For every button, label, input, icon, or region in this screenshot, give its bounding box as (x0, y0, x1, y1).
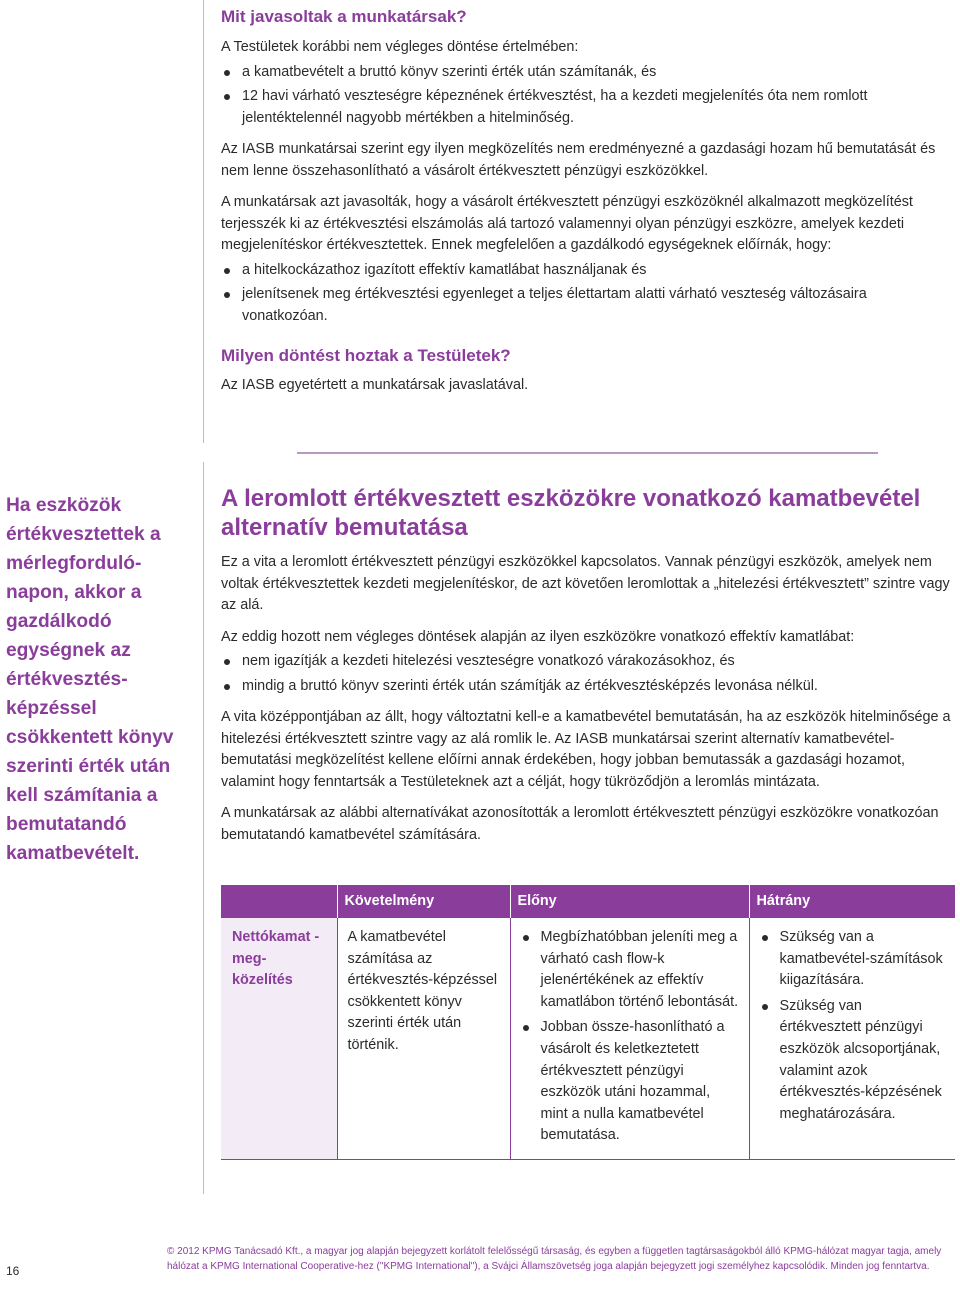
list-item: Szükség van a kamatbevétel-számítások kiigazítására. (760, 927, 946, 992)
paragraph: A munkatársak azt javasolták, hogy a vásárolt értékvesztett pénzügyi eszközöknél alkalmazott megközelítést terjesszék ki az értékvesztési elszámolás alá tartozó valamennyi olyan pénzügyi eszközre, amelyek kezdeti megjelenítéskor értékvesztettek. Ennek megfelelően a gazdálkodó egységeknek előírnák, hogy: (221, 194, 913, 253)
table-row (221, 918, 955, 1159)
alternatives-table (221, 885, 955, 1160)
sidebar-pull-quote: Ha eszközök értékvesztettek a mérlegforduló-napon, akkor a gazdálkodó egységnek az értékvesztés-képzéssel csökkentett könyv szerinti érték után kell számítania a bemutatandó kamatbevételt. (6, 495, 174, 864)
section-staff-proposal (221, 6, 956, 397)
proposal-bullets-2 (221, 260, 956, 328)
disadvantage-cell (749, 918, 955, 1159)
section-heading-proposal: Mit javasoltak a munkatársak? (221, 7, 467, 26)
requirement-cell: A kamatbevétel számítása az értékvesztés-képzéssel csökkentett könyv szerinti érték után történik. (337, 918, 510, 1159)
decision-text: Az IASB egyetértett a munkatársak javaslatával. (221, 377, 529, 393)
paragraph: Az eddig hozott nem végleges döntések alapján az ilyen eszközökre vonatkozó effektív kamatlábat: (221, 628, 855, 645)
page-number: 16 (6, 1264, 20, 1278)
row-label: Nettókamat -meg-közelítés (221, 918, 337, 1159)
table-header-disadvantage: Hátrány (749, 885, 955, 918)
list-item: a hitelkockázathoz igazított effektív kamatlábat használjanak és (221, 260, 956, 282)
list-item: mindig a bruttó könyv szerinti érték után számítják az értékvesztésképzés levonása nélkül. (221, 676, 956, 698)
list-item: nem igazítják a kezdeti hitelezési veszteségre vonatkozó várakozásokhoz, és (221, 651, 956, 673)
list-item: a kamatbevételt a bruttó könyv szerinti érték után számítanák, és (221, 62, 956, 84)
table-header-requirement: Követelmény (337, 885, 510, 918)
list-item: Megbízhatóbban jeleníti meg a várható cash flow-k jelenértékének az effektív kamatlábon történő lebontását. (521, 927, 739, 1013)
advantage-cell (510, 918, 749, 1159)
paragraph: Az IASB munkatársai szerint egy ilyen megközelítés nem eredményezné a gazdasági hozam hű bemutatását és nem lenne összehasonlítható a vásárolt értékvesztett pénzügyi eszközökkel. (221, 141, 936, 179)
proposal-bullets (221, 62, 956, 130)
list-item: Szükség van értékvesztett pénzügyi eszközök alcsoportjának, valamint azok értékvesztés-képzésének meghatározására. (760, 996, 946, 1126)
vertical-rule-top (203, 0, 204, 443)
section-alternative-presentation (221, 552, 956, 846)
section-heading-decision: Milyen döntést hoztak a Testületek? (221, 346, 511, 365)
paragraph: A vita középpontjában az állt, hogy változtatni kell-e a kamatbevétel bemutatásán, ha az eszközök hitelminősége a hitelezési értékvesztett szintre vagy az alá romlik le. Az IASB munkatársai szerint alternatív kamatbevétel-bemutatási megközelítést kellene előírni annak érdekében, hogy jobban bemutassák a gazdasági hozamot, valamint hogy fenntartsák a Testületeknek azt a célját, hogy tükröződjön a leromlás mintázata. (221, 709, 951, 790)
proposal-intro: A Testületek korábbi nem végleges döntése értelmében: (221, 39, 579, 55)
section-divider (297, 452, 878, 454)
section-title: A leromlott értékvesztett eszközökre vonatkozó kamatbevétel alternatív bemutatása (221, 485, 921, 541)
copyright-footer: © 2012 KPMG Tanácsadó Kft., a magyar jog alapján bejegyzett korlátolt felelősségű társaság, és egyben a független tagtársaságokból álló KPMG-hálózat magyar tagja, amely hálózat a KPMG International Cooperative-hez ("KPMG International"), a Svájci Államszövetség joga alapján bejegyzett jogi személyhez kapcsolódik. Minden jog fenntartva. (167, 1246, 942, 1272)
list-item: jelenítsenek meg értékvesztési egyenleget a teljes élettartam alatti várható veszteség változásaira vonatkozóan. (221, 284, 956, 327)
vertical-rule-bottom (203, 462, 204, 1194)
table-header-row (221, 885, 955, 918)
eir-bullets (221, 651, 956, 697)
paragraph: A munkatársak az alábbi alternatívákat azonosították a leromlott értékvesztett pénzügyi eszközökre vonatkozóan bemutatandó kamatbevétel számítására. (221, 805, 939, 843)
list-item: 12 havi várható veszteségre képeznének értékvesztést, ha a kezdeti megjelenítés óta nem romlott jelentéktelennél nagyobb mértékben a hitelminőség. (221, 86, 956, 129)
table-header-empty (221, 885, 337, 918)
table-header-advantage: Előny (510, 885, 749, 918)
paragraph: Ez a vita a leromlott értékvesztett pénzügyi eszközökkel kapcsolatos. Vannak pénzügyi eszközök, amelyek nem voltak értékvesztettek kezdeti megjelenítéskor, de azt követően leromlottak a „hitelezési értékvesztett” szintre vagy az alá. (221, 554, 950, 613)
list-item: Jobban össze-hasonlítható a vásárolt és keletkeztetett értékvesztett pénzügyi eszközök utáni hozammal, mint a nulla kamatbevétel bemutatása. (521, 1017, 739, 1147)
